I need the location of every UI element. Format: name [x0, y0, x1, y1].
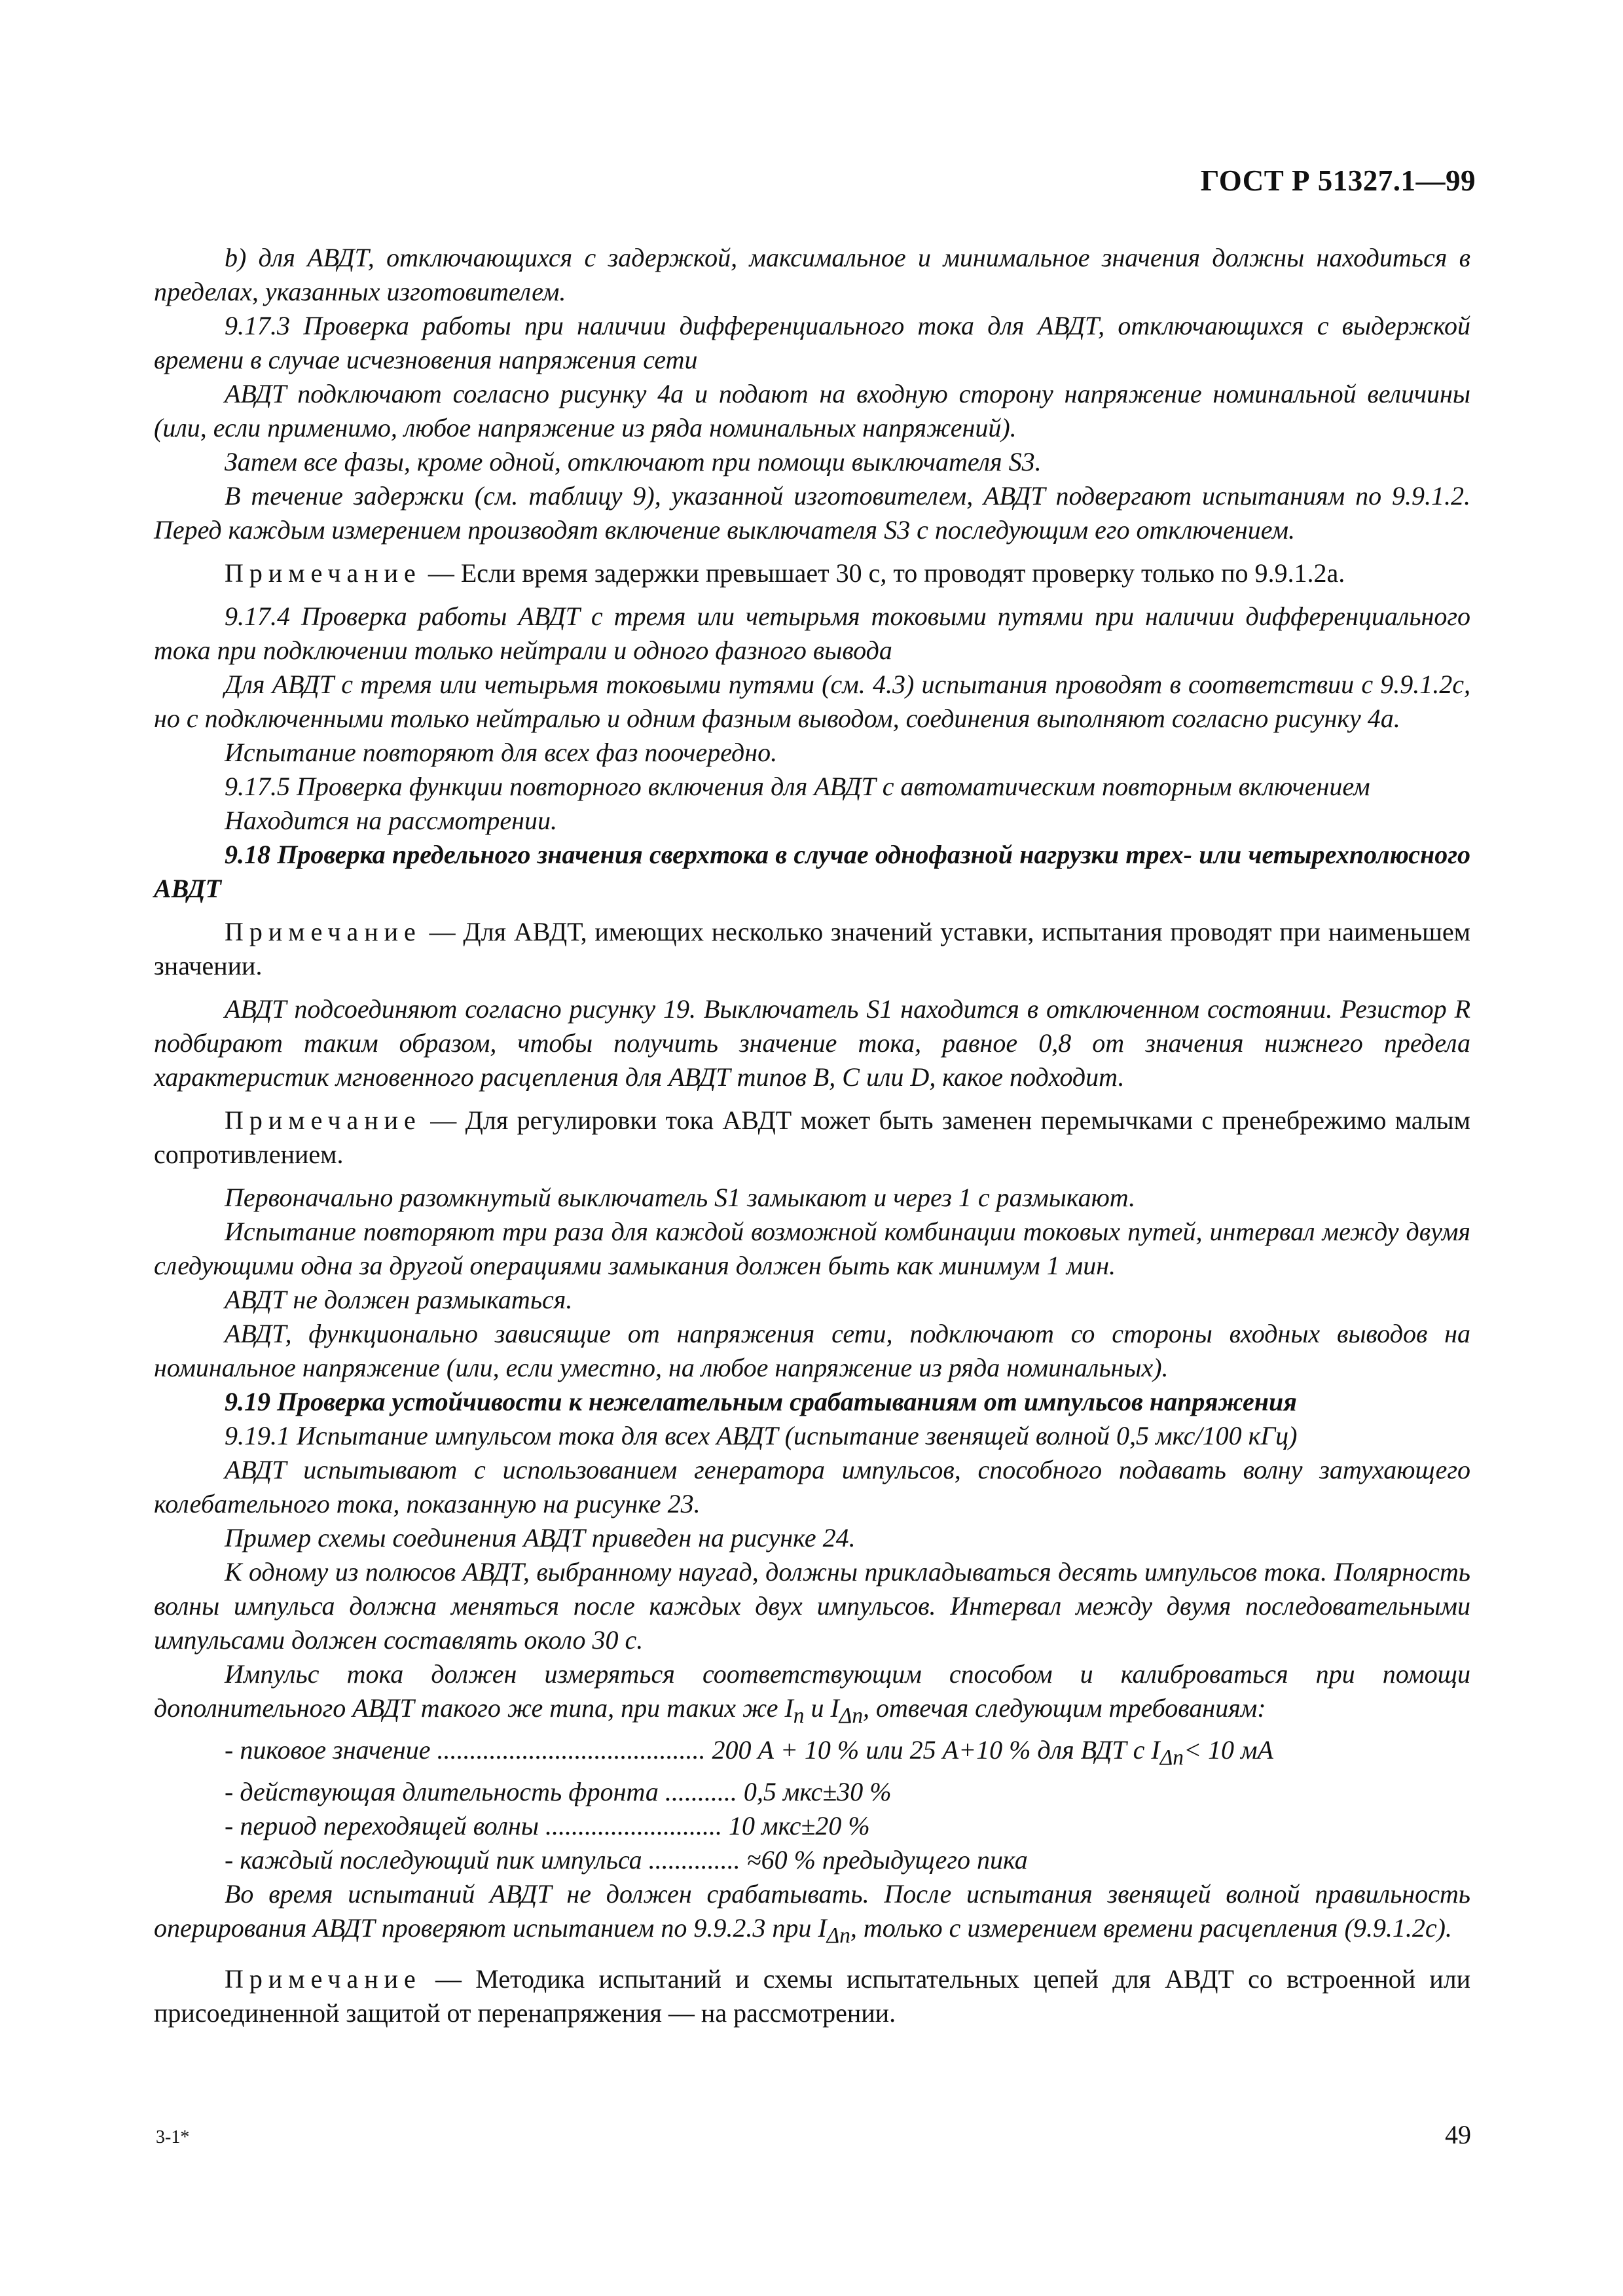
subsection-heading-9-17-3: 9.17.3 Проверка работы при наличии дифференциального тока для АВДТ, отключающихся с выдержкой времени в случае исчезновения напряжения сети: [154, 311, 1470, 374]
requirements-list: [154, 1733, 1470, 1877]
subscript: n: [793, 1704, 805, 1728]
paragraph: АВДТ, функционально зависящие от напряжения сети, подключают со стороны входных выводов на номинальное напряжение (или, если уместно, на любое напряжение из ряда номинальных).: [154, 1319, 1470, 1382]
paragraph: [154, 1657, 1470, 1733]
note: [154, 915, 1470, 983]
paragraph: [154, 1877, 1470, 1953]
paragraph: Испытание повторяют три раза для каждой возможной комбинации токовых путей, интервал между двумя следующими одна за другой операциями замыкания должен быть как минимум 1 мин.: [154, 1217, 1470, 1280]
page-number: 49: [1445, 2120, 1471, 2149]
paragraph: АВДТ испытывают с использованием генератора импульсов, способного подавать волну затухающего колебательного тока, показанную на рисунке 23.: [154, 1455, 1470, 1518]
text-run: , отвечая следующим требованиям:: [863, 1693, 1266, 1723]
paragraph: Пример схемы соединения АВДТ приведен на рисунке 24.: [225, 1523, 856, 1552]
document-body: [154, 241, 1470, 2039]
paragraph: АВДТ не должен размыкаться.: [225, 1285, 573, 1314]
document-code: ГОСТ Р 51327.1—99: [1200, 164, 1476, 197]
text-run: Во время испытаний АВДТ не должен срабатывать. После испытания звенящей волной правильность оперирования АВДТ проверяют испытанием по 9.9.2.3 при I: [154, 1879, 1470, 1943]
note-text: — Для регулировки тока АВДТ может быть заменен перемычками с пренебрежимо малым сопротивлением.: [154, 1105, 1470, 1169]
list-item: - действующая длительность фронта ........... 0,5 мкс±30 %: [225, 1777, 892, 1806]
note-label: Примечание: [225, 558, 422, 588]
paragraph: Находится на рассмотрении.: [225, 806, 557, 835]
list-item: [225, 1733, 1470, 1775]
note-label: Примечание: [225, 1105, 422, 1135]
note-text: — Методика испытаний и схемы испытательных цепей для АВДТ со встроенной или присоединенной защитой от перенапряжения — на рассмотрении.: [154, 1964, 1470, 2028]
text-run: < 10 мА: [1183, 1735, 1273, 1765]
list-item: - период переходящей волны ........................... 10 мкс±20 %: [225, 1811, 870, 1840]
paragraph: В течение задержки (см. таблицу 9), указанной изготовителем, АВДТ подвергают испытаниям по 9.9.1.2. Перед каждым измерением производят включение выключателя S3 с последующим его отключением.: [154, 481, 1470, 545]
note: [154, 1962, 1470, 2030]
subsection-heading-9-17-5: 9.17.5 Проверка функции повторного включения для АВДТ с автоматическим повторным включением: [225, 772, 1370, 801]
paragraph: Первоначально разомкнутый выключатель S1 замыкают и через 1 с размыкают.: [225, 1183, 1136, 1212]
paragraph: b) для АВДТ, отключающихся с задержкой, максимальное и минимальное значения должны находиться в пределах, указанных изготовителем.: [154, 243, 1470, 306]
paragraph: К одному из полюсов АВДТ, выбранному наугад, должны прикладываться десять импульсов тока. Полярность волны импульса должна меняться после каждых двух импульсов. Интервал между двумя последовательными импульсами должен составлять около 30 с.: [154, 1557, 1470, 1655]
subsection-heading-9-19-1: 9.19.1 Испытание импульсом тока для всех АВДТ (испытание звенящей волной 0,5 мкс/100 кГц): [225, 1421, 1298, 1450]
paragraph: Затем все фазы, кроме одной, отключают при помощи выключателя S3.: [225, 447, 1042, 476]
paragraph: АВДТ подсоединяют согласно рисунку 19. Выключатель S1 находится в отключенном состоянии. Резистор R подбирают таким образом, чтобы получить значение тока, равное 0,8 от значения нижнего предела характеристик мгновенного расцепления для АВДТ типов B, C или D, какое подходит.: [154, 994, 1470, 1092]
text-run: , только с измерением времени расцепления (9.9.1.2с).: [850, 1913, 1452, 1943]
subscript: Δn: [1159, 1746, 1184, 1770]
paragraph: Для АВДТ с тремя или четырьмя токовыми путями (см. 4.3) испытания проводят в соответствии с 9.9.1.2с, но с подключенными только нейтралью и одним фазным выводом, соединения выполняют согласно рисунку 4а.: [154, 670, 1470, 733]
text-run: Импульс тока должен измеряться соответствующим способом и калиброваться при помощи дополнительного АВДТ такого же типа, при таких же I: [154, 1659, 1470, 1723]
section-heading-9-18: 9.18 Проверка предельного значения сверхтока в случае однофазной нагрузки трех- или четырехполюсного АВДТ: [154, 840, 1470, 903]
sheet-mark: 3-1*: [156, 2127, 190, 2147]
note-label: Примечание: [225, 1964, 422, 1994]
note: [154, 556, 1470, 590]
subscript: Δn: [826, 1924, 850, 1948]
list-item: - каждый последующий пик импульса .............. ≈60 % предыдущего пика: [225, 1845, 1028, 1874]
note: [154, 1103, 1470, 1172]
subscript: Δn: [839, 1704, 864, 1728]
paragraph: Испытание повторяют для всех фаз поочередно.: [225, 738, 778, 767]
section-heading-9-19: 9.19 Проверка устойчивости к нежелательным срабатываниям от импульсов напряжения: [225, 1387, 1297, 1416]
subsection-heading-9-17-4: 9.17.4 Проверка работы АВДТ с тремя или четырьмя токовыми путями при наличии дифференциального тока при подключении только нейтрали и одного фазного вывода: [154, 601, 1470, 665]
text-run: и I: [804, 1693, 839, 1723]
note-text: — Для АВДТ, имеющих несколько значений уставки, испытания проводят при наименьшем значении.: [154, 917, 1470, 980]
paragraph: АВДТ подключают согласно рисунку 4а и подают на входную сторону напряжение номинальной величины (или, если применимо, любое напряжение из ряда номинальных напряжений).: [154, 379, 1470, 442]
note-text: — Если время задержки превышает 30 с, то проводят проверку только по 9.9.1.2а.: [421, 558, 1345, 588]
note-label: Примечание: [225, 917, 422, 946]
text-run: - пиковое значение ......................................... 200 А + 10 % или 25 А+10 % для ВДТ с I: [225, 1735, 1160, 1765]
